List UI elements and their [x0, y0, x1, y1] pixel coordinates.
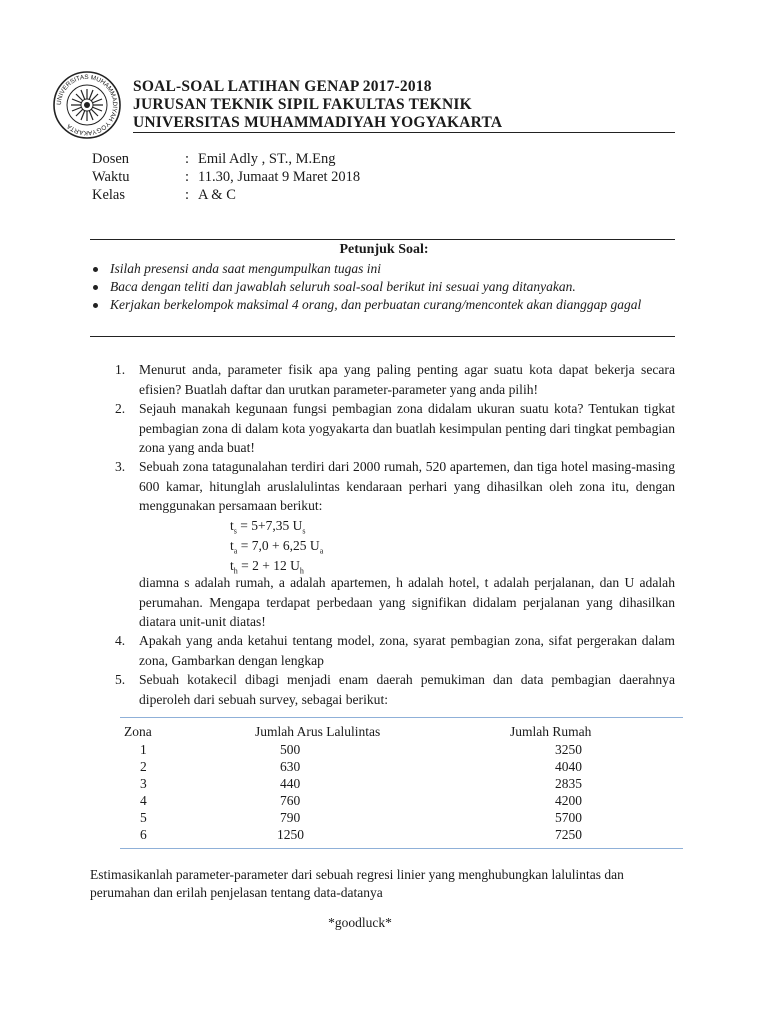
- equation-ta: $t_a = 7,0 + 6,25$ $U_a$: [230, 538, 324, 556]
- question-text: Sejauh manakah kegunaan fungsi pembagian zona didalam ukuran suatu kota? Tentukan tigkat pembagian zona di dalam kota yogyakarta dan buatlah kesimpulan penting dari tingkat pembagian zona yang anda buat!: [139, 401, 675, 455]
- question-text: Sebuah zona tatagunalahan terdiri dari 2000 rumah, 520 apartemen, dan tiga hotel masing-masing 600 kamar, hitunglah aruslalulintas kendaraan perhari yang dihasilkan oleh zona itu, dengan menggunakan persamaan berikut:: [139, 459, 675, 513]
- info-row-kelas: Kelas : A & C: [92, 187, 236, 203]
- question-number: 5.: [115, 672, 126, 687]
- info-row-waktu: Waktu : 11.30, Jumaat 9 Maret 2018: [92, 169, 361, 185]
- table-row: 5 790 5700: [140, 810, 582, 825]
- table-row: 1 500 3250: [140, 742, 582, 757]
- table-bottom-rule: [120, 848, 683, 849]
- petunjuk-item: Kerjakan berkelompok maksimal 4 orang, dan perbuatan curang/mencontek akan dianggap gagal: [110, 297, 642, 312]
- petunjuk-bottom-rule: [90, 336, 675, 337]
- closing-instruction: Estimasikanlah parameter-parameter dari sebuah regresi linier yang menghubungkan lalulintas dan perumahan dan erilah penjelasan tentang data-datanya: [90, 867, 624, 900]
- goodluck-text: *goodluck*: [328, 915, 392, 930]
- question-number: 3.: [115, 459, 126, 474]
- question-text: Menurut anda, parameter fisik apa yang paling penting agar suatu kota dapat bekerja secara efisien? Buatlah daftar dan urutkan parameter-parameter yang anda pilih!: [139, 362, 675, 397]
- question-number: 4.: [115, 633, 126, 648]
- info-row-dosen: Dosen : Emil Adly , ST., M.Eng: [92, 151, 336, 167]
- question-3-explanation: diamna s adalah rumah, a adalah apartemen, h adalah hotel, t adalah perjalanan, dan U adalah perumahan. Mengapa terdapat perbedaan yang signifikan didalam perjalanan yang dihasilkan diatara unit-unit diatas!: [139, 575, 675, 629]
- petunjuk-item: Baca dengan teliti dan jawablah seluruh soal-soal berikut ini sesuai yang ditanyakan.: [110, 279, 576, 294]
- equation-th: $t_h = 2 + 12$ $U_h$: [230, 558, 304, 576]
- equation-ts: $t_s = 5+7,35$ $U_s$: [230, 518, 306, 536]
- petunjuk-top-rule: [90, 239, 675, 240]
- petunjuk-title: Petunjuk Soal:: [339, 242, 429, 257]
- table-row: 2 630 4040: [140, 759, 582, 774]
- question-number: 1.: [115, 362, 126, 377]
- petunjuk-item: Isilah presensi anda saat mengumpulkan tugas ini: [110, 261, 381, 276]
- table-row: 6 1250 7250: [140, 827, 582, 842]
- table-header-rumah: Jumlah Rumah: [510, 724, 592, 739]
- bullet-icon: [93, 285, 98, 290]
- bullet-icon: [93, 267, 98, 272]
- header-line-1: SOAL-SOAL LATIHAN GENAP 2017-2018: [133, 78, 432, 95]
- question-number: 2.: [115, 401, 126, 416]
- header-divider: [133, 132, 675, 133]
- table-row: 3 440 2835: [140, 776, 582, 791]
- header-line-2: JURUSAN TEKNIK SIPIL FAKULTAS TEKNIK: [133, 96, 472, 113]
- table-top-rule: [120, 717, 683, 718]
- table-row: 4 760 4200: [140, 793, 582, 808]
- table-header-row: [0, 723, 768, 741]
- question-text: Apakah yang anda ketahui tentang model, zona, syarat pembagian zona, sifat pergerakan dalam zona, Gambarkan dengan lengkap: [139, 633, 675, 668]
- bullet-icon: [93, 303, 98, 308]
- table-header-arus: Jumlah Arus Lalulintas: [255, 724, 381, 739]
- university-logo: [52, 70, 122, 140]
- question-text: Sebuah kotakecil dibagi menjadi enam daerah pemukiman dan data pembagian daerahnya diperoleh dari sebuah survey, sebagai berikut:: [139, 672, 675, 707]
- svg-text:UNIVERSITAS MUHAMMADIYAH YOGYA: UNIVERSITAS MUHAMMADIYAH YOGYAKARTA: [55, 73, 119, 137]
- header-line-3: UNIVERSITAS MUHAMMADIYAH YOGYAKARTA: [133, 114, 503, 131]
- table-header-zona: Zona: [124, 724, 152, 739]
